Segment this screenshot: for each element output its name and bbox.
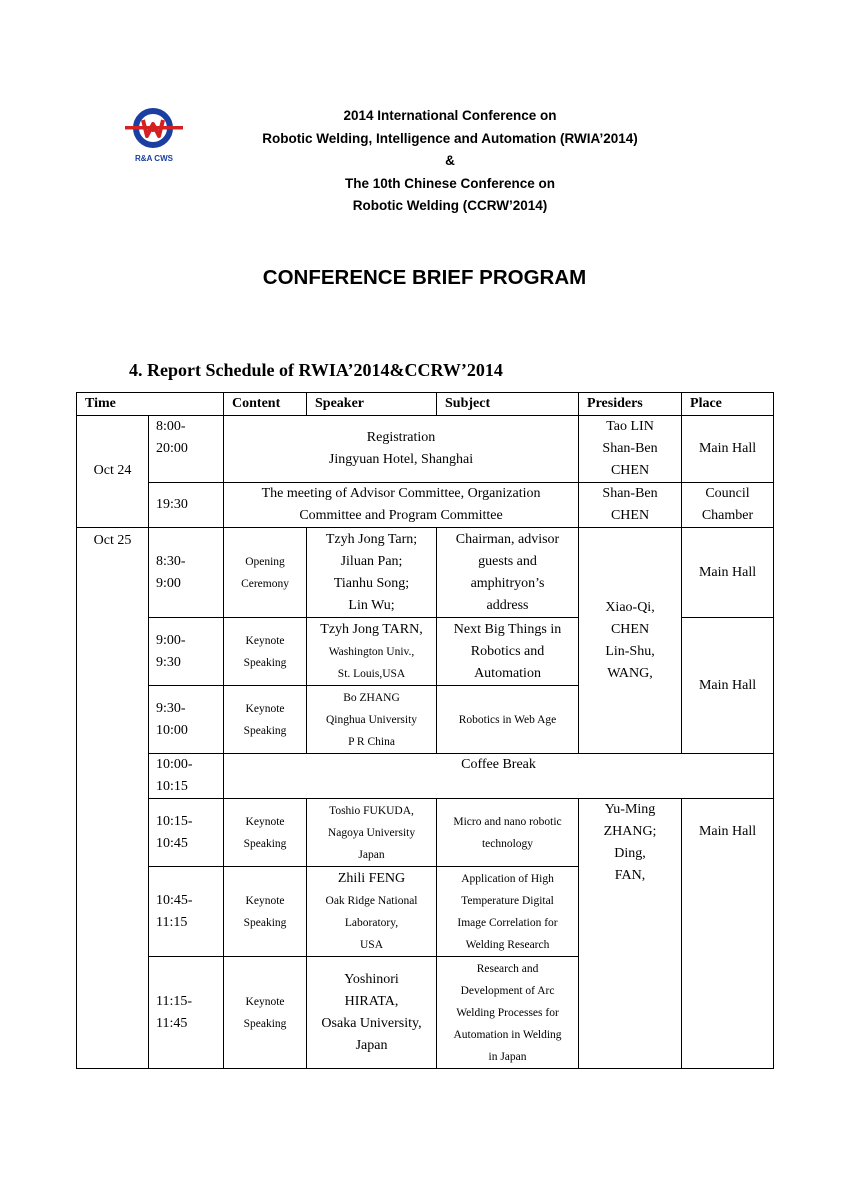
subject-cell: Chairman, advisor guests and amphitryon’s address	[437, 528, 579, 618]
page-title: CONFERENCE BRIEF PROGRAM	[262, 266, 587, 289]
header-speaker: Speaker	[307, 393, 437, 416]
subject-cell: Research and Development of Arc Welding Processes for Automation in Welding in Japan	[437, 957, 579, 1069]
speaker-cell: Yoshinori HIRATA, Osaka University, Japan	[307, 957, 437, 1069]
subject-cell: Micro and nano robotic technology	[437, 799, 579, 867]
time-cell: 19:30	[149, 483, 224, 528]
time-cell: 8:30- 9:00	[149, 528, 224, 618]
header-content: Content	[224, 393, 307, 416]
table-row	[77, 416, 774, 483]
place-cell: Council Chamber	[682, 483, 774, 528]
content-cell: Keynote Speaking	[224, 618, 307, 686]
time-cell: 11:15- 11:45	[149, 957, 224, 1069]
logo-text: R&A CWS	[135, 154, 173, 163]
time-cell: 10:00- 10:15	[149, 754, 224, 799]
time-cell: 9:00- 9:30	[149, 618, 224, 686]
speaker-affiliation: Oak Ridge National Laboratory, USA	[325, 894, 418, 951]
subject-cell: Next Big Things in Robotics and Automation	[437, 618, 579, 686]
date-cell: Oct 24	[77, 416, 149, 528]
meeting-cell: The meeting of Advisor Committee, Organization Committee and Program Committee	[224, 483, 579, 528]
time-cell: 9:30- 10:00	[149, 686, 224, 754]
content-cell: Keynote Speaking	[224, 799, 307, 867]
speaker-name: Zhili FENG	[337, 870, 406, 886]
header-presiders: Presiders	[579, 393, 682, 416]
conference-header	[230, 105, 670, 218]
presiders-cell: Shan-Ben CHEN	[579, 483, 682, 528]
schedule-table	[76, 392, 774, 1069]
rwia-logo	[125, 106, 187, 170]
time-cell: 10:45- 11:15	[149, 867, 224, 957]
content-cell: Keynote Speaking	[224, 957, 307, 1069]
speaker-cell: Tzyh Jong Tarn; Jiluan Pan; Tianhu Song; Lin Wu;	[307, 528, 437, 618]
header-line: Robotic Welding (CCRW’2014)	[352, 198, 548, 213]
registration-cell: Registration Jingyuan Hotel, Shanghai	[224, 416, 579, 483]
time-cell: 8:00- 20:00	[149, 416, 224, 483]
section-title: 4. Report Schedule of RWIA’2014&CCRW’2014	[129, 360, 503, 380]
header-line: &	[445, 153, 455, 168]
date-cell: Oct 25	[77, 528, 149, 1069]
presiders-cell: Yu-Ming ZHANG; Ding, FAN,	[579, 799, 682, 1069]
speaker-cell: Toshio FUKUDA, Nagoya University Japan	[307, 799, 437, 867]
header-time: Time	[77, 393, 224, 416]
header-line: Robotic Welding, Intelligence and Automation (RWIA’2014)	[262, 130, 638, 146]
table-row	[77, 483, 774, 528]
place-cell: Main Hall	[682, 618, 774, 754]
header-place: Place	[682, 393, 774, 416]
content-cell: Keynote Speaking	[224, 686, 307, 754]
table-row	[77, 528, 774, 618]
header-row	[77, 393, 774, 416]
header-subject: Subject	[437, 393, 579, 416]
header-line: The 10th Chinese Conference on	[344, 175, 556, 191]
speaker-name: Tzyh Jong TARN,	[320, 621, 423, 637]
speaker-cell: Bo ZHANG Qinghua University P R China	[307, 686, 437, 754]
table-row	[77, 754, 774, 799]
subject-cell: Robotics in Web Age	[437, 686, 579, 754]
header-line: 2014 International Conference on	[343, 108, 557, 123]
speaker-cell	[307, 867, 437, 957]
subject-cell: Application of High Temperature Digital Image Correlation for Welding Research	[437, 867, 579, 957]
place-cell: Main Hall	[682, 416, 774, 483]
place-cell: Main Hall	[682, 528, 774, 618]
speaker-cell	[307, 618, 437, 686]
speaker-affiliation: Washington Univ., St. Louis,USA	[328, 645, 415, 680]
coffee-break-cell: Coffee Break	[224, 754, 774, 799]
place-cell: Main Hall	[682, 799, 774, 1069]
content-cell: Keynote Speaking	[224, 867, 307, 957]
time-cell: 10:15- 10:45	[149, 799, 224, 867]
presiders-cell: Xiao-Qi, CHEN Lin-Shu, WANG,	[579, 528, 682, 754]
presiders-cell: Tao LIN Shan-Ben CHEN	[579, 416, 682, 483]
content-cell: Opening Ceremony	[224, 528, 307, 618]
table-row	[77, 799, 774, 867]
